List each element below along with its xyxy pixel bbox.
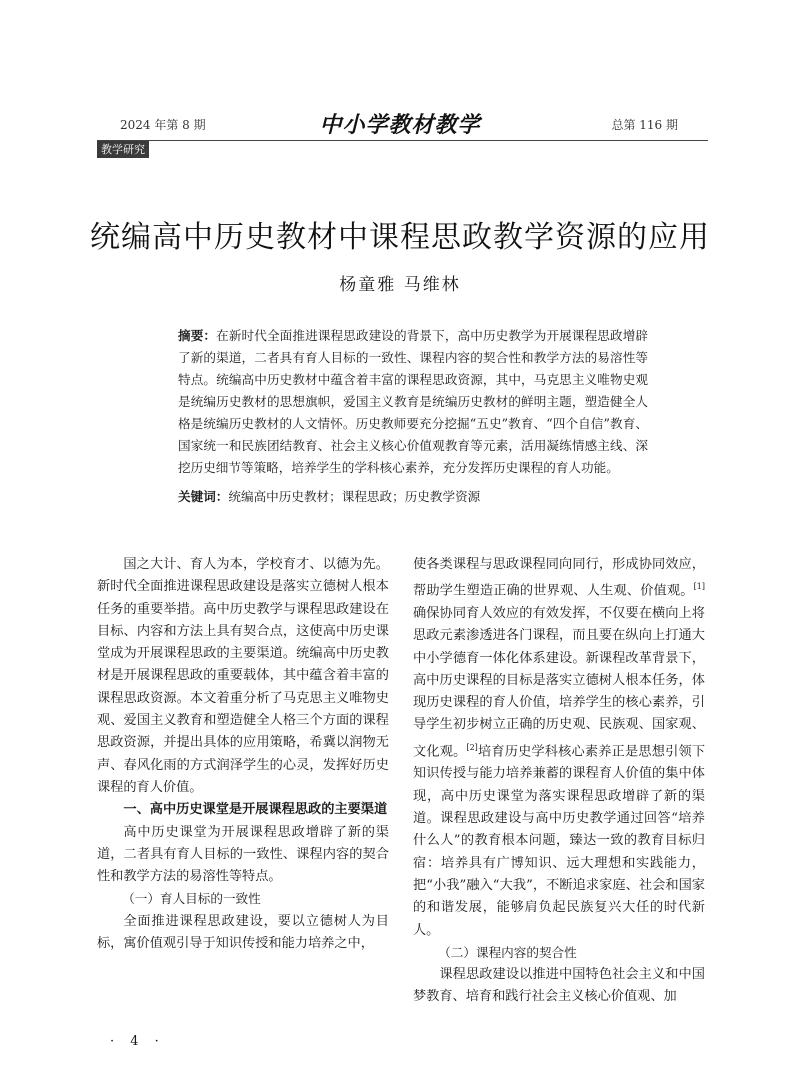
subsection-heading-2: （二）课程内容的契合性 xyxy=(438,944,577,960)
section-tag: 教学研究 xyxy=(97,141,149,158)
abstract xyxy=(178,325,648,479)
abstract-label: 摘要： xyxy=(178,328,217,343)
text-run: 培育历史学科核心素养正是思想引领下知识传授与能力培养兼蓄的课程育人价值的集中体现，高中历史课堂为落实课程思政增辟了新的渠道。课程思政建设与高中历史教学通过回答“培养什么人”的教育根本问题，臻达一致的教育目标归宿：培养具有广博知识、远大理想和实践能力，把“小我”融入“大我”，不断追求家庭、社会和国家的和谐发展，能够肩负起民族复兴大任的时代新人。 xyxy=(413,744,706,938)
keywords-label: 关键词： xyxy=(178,489,229,504)
article-authors: 杨童雅 马维林 xyxy=(339,275,461,295)
text-run: 确保协同育人效应的有效发挥，不仅要在横向上将思政元素渗透进各门课程，而且要在纵向上打通大中小学德育一体化体系建设。新课程改革背景下，高中历史课程的目标是落实立德树人根本任务，体现历史课程的育人价值，培养学生的核心素养，引导学生初步树立正确的历史观、民族观、国家观、文化观。 xyxy=(413,605,705,760)
issue-label: 2024 年第 8 期 xyxy=(120,118,206,132)
citation-ref: [1] xyxy=(693,582,705,592)
article-title: 统编高中历史教材中课程思政教学资源的应用 xyxy=(90,220,710,255)
body-paragraph: 全面推进课程思政建设，要以立德树人为目标，寓价值观引导于知识传授和能力培养之中， xyxy=(97,913,389,952)
keywords-text: 统编高中历史教材；课程思政；历史教学资源 xyxy=(228,489,481,504)
right-column xyxy=(413,554,705,1009)
body-paragraph xyxy=(413,554,705,942)
body-paragraph: 课程思政建设以推进中国特色社会主义和中国梦教育、培育和践行社会主义核心价值观、加 xyxy=(413,967,705,1005)
text-run: 使各类课程与思政课程同向同行，形成协同效应，帮助学生塑造正确的世界观、人生观、价值观。 xyxy=(413,557,705,599)
keywords xyxy=(178,486,648,508)
left-column xyxy=(97,554,389,955)
total-issue-label: 总第 116 期 xyxy=(611,118,678,132)
subsection-heading-1: （一）育人目标的一致性 xyxy=(122,891,261,907)
page-number: · 4 · xyxy=(110,1034,165,1049)
section-heading-1: 一、高中历史课堂是开展课程思政的主要渠道 xyxy=(123,802,388,818)
body-paragraph: 高中历史课堂为开展课程思政增辟了新的渠道，二者具有育人目标的一致性、课程内容的契合性和教学方法的易溶性等特点。 xyxy=(97,824,389,885)
journal-logo: 中小学教材教学 xyxy=(319,112,481,138)
citation-ref: [2] xyxy=(466,742,478,752)
abstract-text: 在新时代全面推进课程思政建设的背景下，高中历史教学为开展课程思政增辟了新的渠道，二者具有育人目标的一致性、课程内容的契合性和教学方法的易溶性等特点。统编高中历史教材中蕴含着丰富的课程思政资源，其中，马克思主义唯物史观是统编历史教材的思想旗帜，爱国主义教育是统编历史教材的鲜明主题，塑造健全人格是统编历史教材的人文情怀。历史教师要充分挖掘“五史”教育、“四个自信”教育、国家统一和民族团结教育、社会主义核心价值观教育等元素，活用凝练情感主线、深挖历史细节等策略，培养学生的学科核心素养，充分发挥历史课程的育人功能。 xyxy=(178,328,649,475)
header-rule xyxy=(97,140,708,141)
intro-paragraph: 国之大计、育人为本，学校育才、以德为先。新时代全面推进课程思政建设是落实立德树人根本任务的重要举措。高中历史教学与课程思政建设在目标、内容和方法上具有契合点，这使高中历史课堂成为开展课程思政的主要渠道。统编高中历史教材是开展课程思政的重要载体，其中蕴含着丰富的课程思政资源。本文着重分析了马克思主义唯物史观、爱国主义教育和塑造健全人格三个方面的课程思政资源，并提出具体的应用策略，希冀以润物无声、春风化雨的方式润泽学生的心灵，发挥好历史课程的育人价值。 xyxy=(97,557,389,795)
